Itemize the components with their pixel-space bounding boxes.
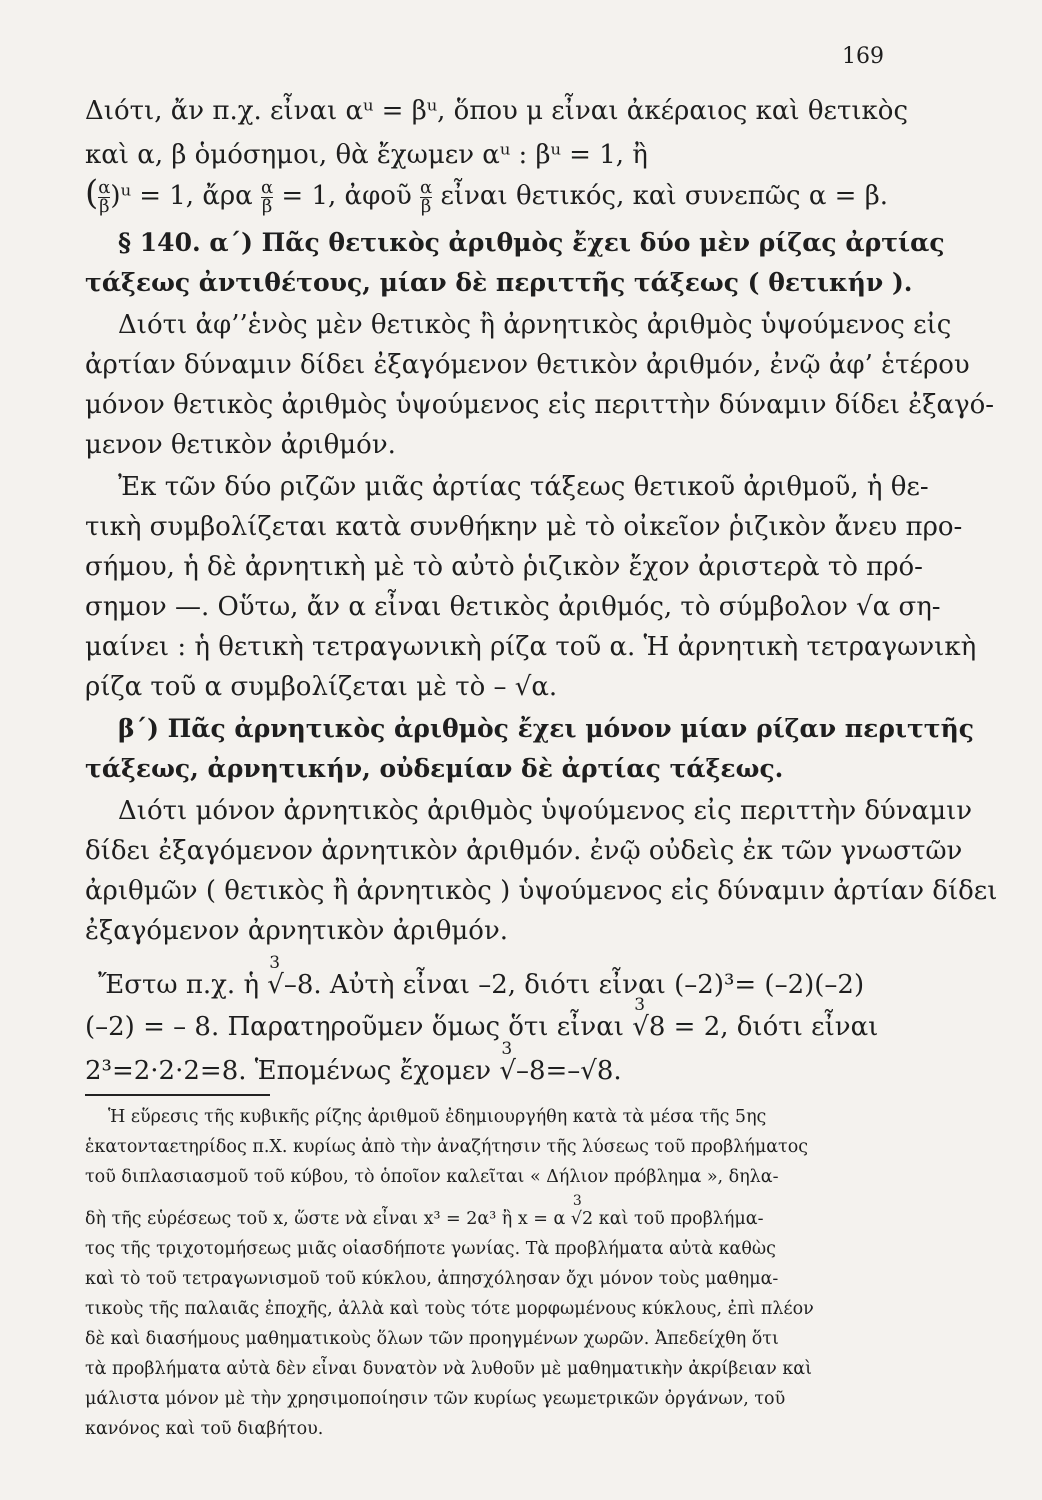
text-line: σήμου, ἡ δὲ ἀρνητικὴ μὲ τὸ αὐτὸ ῥιζικὸν ἔχον ἀριστερὰ τὸ πρό- (85, 552, 923, 582)
section-heading: β΄) Πᾶς ἀρνητικὸς ἀριθμὸς ἔχει μόνον μίαν ρίζαν περιττῆς (118, 714, 975, 743)
text-line: μενον θετικὸν ἀριθμόν. (85, 430, 396, 460)
example-line: (–2) = – 8. Παρατηροῦμεν ὅμως ὅτι εἶναι 3 √8 = 2, διότι εἶναι (85, 995, 879, 1042)
text-line: σημον —. Οὕτω, ἄν α εἶναι θετικὸς ἀριθμός, τὸ σύμβολον √α ση- (85, 592, 941, 622)
cube-root: 3 √–8=–√8. (499, 1039, 622, 1086)
footnote-line: δὴ τῆς εὑρέσεως τοῦ x, ὥστε νὰ εἶναι x³ = 2α³ ἢ x = α 3 √2 καὶ τοῦ προβλήμα- (85, 1193, 764, 1229)
fraction: $\frac{\alpha}{\beta}$ (420, 176, 433, 217)
text-line: Διότι μόνον ἀρνητικὸς ἀριθμὸς ὑψούμενος εἰς περιττὴν δύναμιν (118, 796, 973, 826)
equation-line: ( $\frac{\alpha}{\beta}$ )ᵘ = 1, ἄρα $\frac{\alpha}{\beta}$ = 1, ἀφοῦ $\frac{\alpha}{\beta}$ εἶναι θετικός, καὶ συνεπῶς α = β. (85, 173, 889, 217)
text-line: Διότι, ἄν π.χ. εἶναι αᵘ = βᵘ, ὅπου μ εἶναι ἀκέραιος καὶ θετικὸς (85, 96, 908, 126)
footnote-line: ἑκατονταετηρίδος π.Χ. κυρίως ἀπὸ τὴν ἀναζήτησιν τῆς λύσεως τοῦ προβλήματος (85, 1137, 809, 1157)
cube-root: 3 √2 (570, 1193, 594, 1229)
cube-root: 3 √8 = 2, διότι εἶναι (632, 995, 879, 1042)
footnote-line: τικοὺς τῆς παλαιᾶς ἐποχῆς, ἀλλὰ καὶ τοὺς τότε μορφωμένους κύκλους, ἐπὶ πλέον (85, 1299, 814, 1319)
text-line: Διότι ἀφ’’ἑνὸς μὲν θετικὸς ἢ ἀρνητικὸς ἀριθμὸς ὑψούμενος εἰς (118, 310, 952, 340)
text-line: ἀρτίαν δύναμιν δίδει ἐξαγόμενον θετικὸν ἀριθμόν, ἐνῷ ἀφ’ ἑτέρου (85, 350, 970, 380)
example-line: Ἔστω π.χ. ἡ 3 √–8. Αὐτὴ εἶναι –2, διότι εἶναι (–2)³= (–2)(–2) (98, 953, 865, 1000)
text-line: δίδει ἐξαγόμενον ἀρνητικὸν ἀριθμόν. ἐνῷ οὐδεὶς ἐκ τῶν γνωστῶν (85, 836, 963, 866)
text-line: μαίνει : ἡ θετικὴ τετραγωνικὴ ρίζα τοῦ α. Ἡ ἀρνητικὴ τετραγωνικὴ (85, 632, 977, 662)
text-line: ρίζα τοῦ α συμβολίζεται μὲ τὸ – √α. (85, 672, 558, 702)
fraction: $\frac{\alpha}{\beta}$ (261, 176, 274, 217)
text-line: ἐξαγόμενον ἀρνητικὸν ἀριθμόν. (85, 916, 509, 946)
text-line: Ἐκ τῶν δύο ριζῶν μιᾶς ἀρτίας τάξεως θετικοῦ ἀριθμοῦ, ἡ θε- (118, 472, 929, 502)
fraction: $\frac{\alpha}{\beta}$ (98, 176, 111, 217)
cube-root: 3 √–8. Αὐτὴ εἶναι –2, διότι εἶναι (–2)³= (–2)(–2) (267, 953, 865, 1000)
footnote-rule (85, 1094, 270, 1096)
footnote-line: τος τῆς τριχοτομήσεως μιᾶς οἱασδήποτε γωνίας. Τὰ προβλήματα αὐτὰ καθὼς (85, 1239, 776, 1259)
footnote-line: καὶ τὸ τοῦ τετραγωνισμοῦ τοῦ κύκλου, ἀπησχόλησαν ὄχι μόνον τοὺς μαθημα- (85, 1269, 779, 1289)
example-line: 2³=2·2·2=8. Ἑπομένως ἔχομεν 3 √–8=–√8. (85, 1039, 622, 1086)
footnote-line: τὰ προβλήματα αὐτὰ δὲν εἶναι δυνατὸν νὰ λυθοῦν μὲ μαθηματικὴν ἀκρίβειαν καὶ (85, 1359, 812, 1379)
section-heading: τάξεως, ἀρνητικήν, οὐδεμίαν δὲ ἀρτίας τάξεως. (85, 754, 784, 783)
text-line: ἀριθμῶν ( θετικὸς ἢ ἀρνητικὸς ) ὑψούμενος εἰς δύναμιν ἀρτίαν δίδει (85, 876, 998, 906)
page-number: 169 (842, 44, 884, 69)
footnote-line: μάλιστα μόνον μὲ τὴν χρησιμοποίησιν τῶν κυρίως γεωμετρικῶν ὀργάνων, τοῦ (85, 1389, 786, 1409)
footnote-line: δὲ καὶ διασήμους μαθηματικοὺς ὅλων τῶν προηγμένων χωρῶν. Ἀπεδείχθη ὅτι (85, 1329, 779, 1349)
section-heading: § 140. α΄) Πᾶς θετικὸς ἀριθμὸς ἔχει δύο μὲν ρίζας ἀρτίας (118, 228, 945, 257)
text-line: τικὴ συμβολίζεται κατὰ συνθήκην μὲ τὸ οἰκεῖον ῥιζικὸν ἄνευ προ- (85, 512, 963, 542)
footnote-line: Ἡ εὕρεσις τῆς κυβικῆς ρίζης ἀριθμοῦ ἐδημιουργήθη κατὰ τὰ μέσα τῆς 5ης (108, 1107, 767, 1127)
text-line: μόνον θετικὸς ἀριθμὸς ὑψούμενος εἰς περιττὴν δύναμιν δίδει ἐξαγό- (85, 390, 995, 420)
footnote-line: τοῦ διπλασιασμοῦ τοῦ κύβου, τὸ ὁποῖον καλεῖται « Δήλιον πρόβλημα », δηλα- (85, 1167, 779, 1187)
section-heading: τάξεως ἀντιθέτους, μίαν δὲ περιττῆς τάξεως ( θετικήν ). (85, 268, 913, 297)
footnote-line: κανόνος καὶ τοῦ διαβήτου. (85, 1419, 324, 1439)
text-line: καὶ α, β ὁμόσημοι, θὰ ἔχωμεν αᵘ : βᵘ = 1, ἢ (85, 140, 648, 170)
